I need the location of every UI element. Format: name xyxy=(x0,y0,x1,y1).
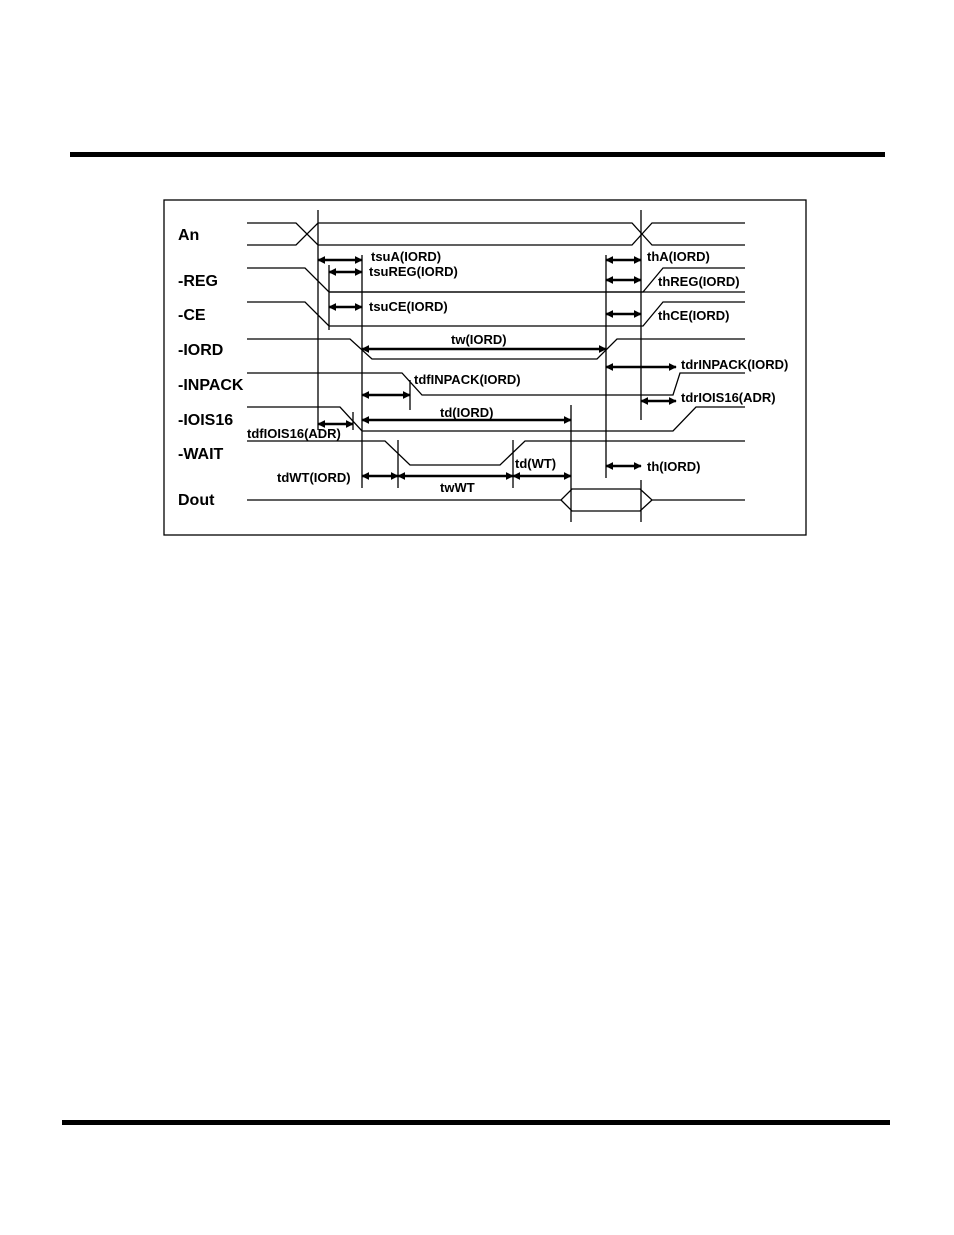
timing-label-tsuce: tsuCE(IORD) xyxy=(369,299,448,314)
timing-label-thce: thCE(IORD) xyxy=(658,308,730,323)
waveform-dout xyxy=(247,489,745,511)
timing-label-threg: thREG(IORD) xyxy=(658,274,740,289)
timing-label-tdfinpack: tdfINPACK(IORD) xyxy=(414,372,521,387)
timing-label-tsureg: tsuREG(IORD) xyxy=(369,264,458,279)
signal-label-iois16: -IOIS16 xyxy=(178,412,234,429)
timing-label-th: th(IORD) xyxy=(647,459,701,474)
timing-label-td: td(IORD) xyxy=(440,405,494,420)
signal-label-reg: -REG xyxy=(178,273,218,290)
timing-label-tha: thA(IORD) xyxy=(647,249,710,264)
signal-label-dout: Dout xyxy=(178,492,215,509)
waveform-an xyxy=(247,223,745,245)
timing-label-tdfiois16: tdfIOIS16(ADR) xyxy=(247,426,341,441)
timing-label-tdwt: tdWT(IORD) xyxy=(277,470,351,485)
signal-label-wait: -WAIT xyxy=(178,446,224,463)
signal-label-iord: -IORD xyxy=(178,342,224,359)
timing-label-tsua: tsuA(IORD) xyxy=(371,249,442,264)
timing-label-tdwt-rise: td(WT) xyxy=(515,456,557,471)
signal-label-ce: -CE xyxy=(178,307,206,324)
timing-label-tdriois16: tdrIOIS16(ADR) xyxy=(681,390,776,405)
signal-label-inpack: -INPACK xyxy=(178,377,244,394)
bottom-rule xyxy=(62,1120,890,1125)
timing-label-tdrinpack: tdrINPACK(IORD) xyxy=(681,357,789,372)
timing-label-twwt: twWT xyxy=(440,480,475,495)
signal-label-an: An xyxy=(178,227,200,244)
timing-label-tw: tw(IORD) xyxy=(451,332,507,347)
